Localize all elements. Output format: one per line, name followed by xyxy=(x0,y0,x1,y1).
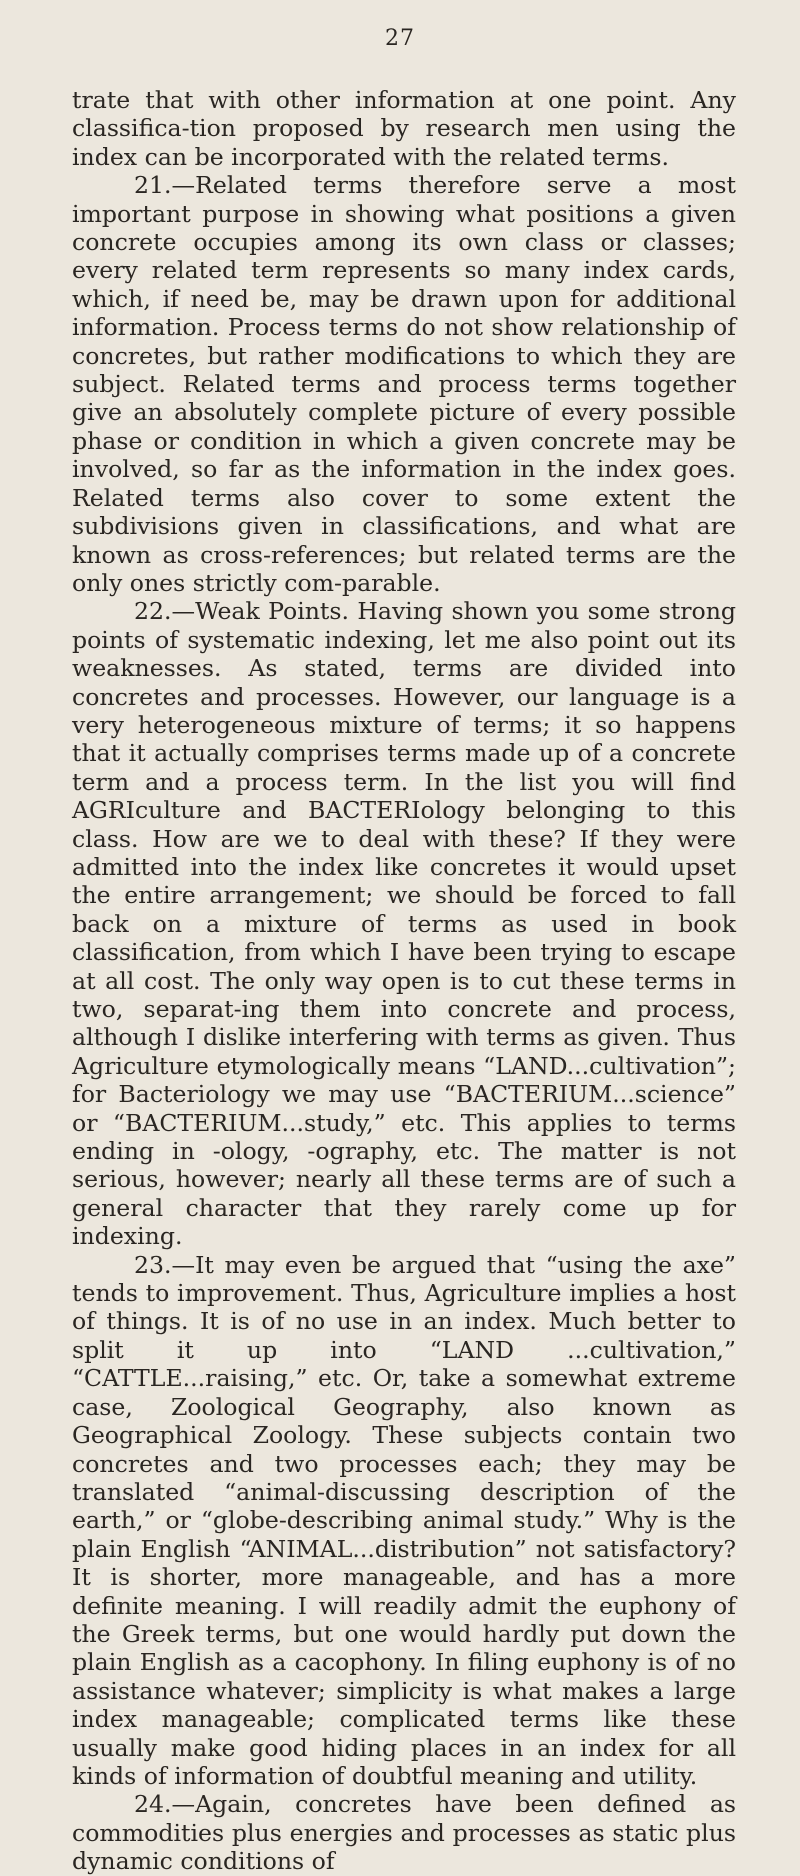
page-number: 27 xyxy=(385,26,415,51)
paragraph-23: 23.—It may even be argued that “using the axe” tends to improvement. Thus, Agriculture implies a host of things. It is of no use in an index. Much better to split it up into “LAND ...cultivation,” “CATTLE...raising,” etc. Or, take a somewhat extreme case, Zoological Geography, also known as Geographical Zoology. These subjects contain two concretes and two processes each; they may be translated “animal-discussing description of the earth,” or “globe-describing animal study.” Why is the plain English “ANIMAL...distribution” not satisfactory? It is shorter, more manageable, and has a more definite meaning. I will readily admit the euphony of the Greek terms, but one would hardly put down the plain English as a cacophony. In filing euphony is of no assistance whatever; simplicity is what makes a large index manageable; complicated terms like these usually make good hiding places in an index for all kinds of information of doubtful meaning and utility. xyxy=(72,1250,736,1790)
paragraph-continuation: trate that with other information at one point. Any classifica-tion proposed by research men using the index can be incorporated with the related terms. xyxy=(72,86,736,171)
paragraph-21: 21.—Related terms therefore serve a most important purpose in showing what positions a given concrete occupies among its own class or classes; every related term represents so many index cards, which, if need be, may be drawn upon for additional information. Process terms do not show relationship of concretes, but rather modifications to which they are subject. Related terms and process terms together give an absolutely complete picture of every possible phase or condition in which a given concrete may be involved, so far as the information in the index goes. Related terms also cover to some extent the subdivisions given in classifications, and what are known as cross-references; but related terms are the only ones strictly com-parable. xyxy=(72,171,736,597)
body-text xyxy=(72,86,736,1876)
paragraph-22: 22.—Weak Points. Having shown you some strong points of systematic indexing, let me also point out its weaknesses. As stated, terms are divided into concretes and processes. However, our language is a very heterogeneous mixture of terms; it so happens that it actually comprises terms made up of a concrete term and a process term. In the list you will find AGRIculture and BACTERIology belonging to this class. How are we to deal with these? If they were admitted into the index like concretes it would upset the entire arrangement; we should be forced to fall back on a mixture of terms as used in book classification, from which I have been trying to escape at all cost. The only way open is to cut these terms in two, separat-ing them into concrete and process, although I dislike interfering with terms as given. Thus Agriculture etymologically means “LAND...cultivation”; for Bacteriology we may use “BACTERIUM...science” or “BACTERIUM...study,” etc. This applies to terms ending in -ology, -ography, etc. The matter is not serious, however; nearly all these terms are of such a general character that they rarely come up for indexing. xyxy=(72,597,736,1251)
paragraph-24: 24.—Again, concretes have been defined as commodities plus energies and processes as static plus dynamic conditions of xyxy=(72,1790,736,1876)
